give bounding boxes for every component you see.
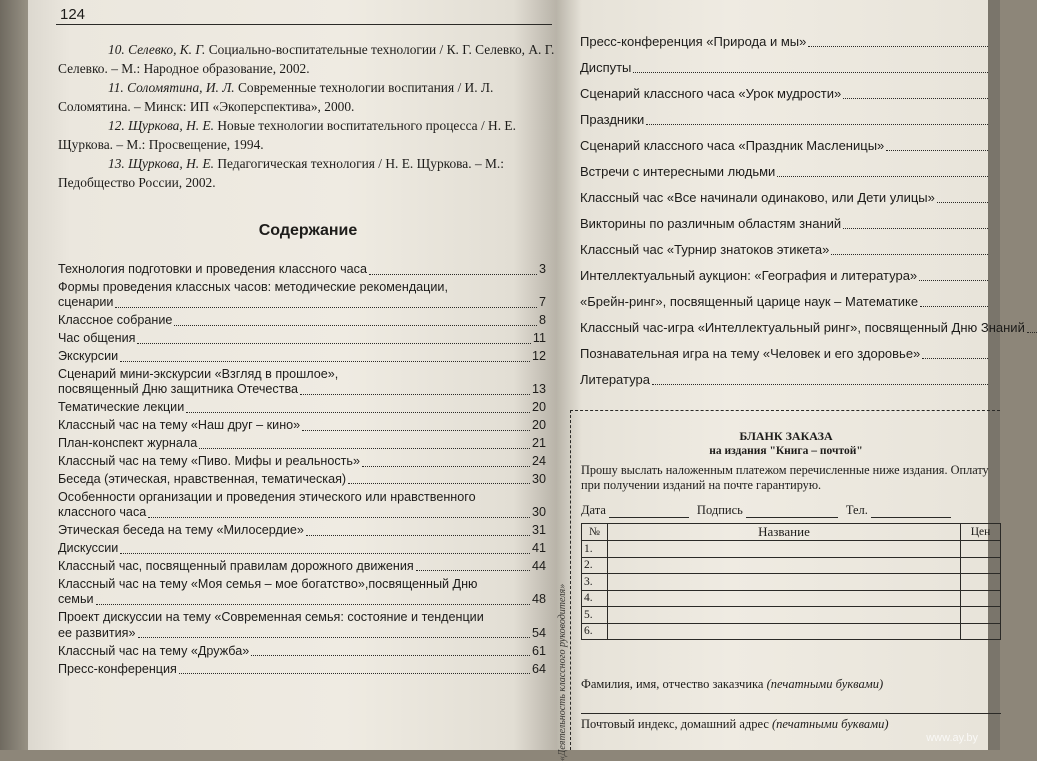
toc-entry[interactable] xyxy=(58,662,546,678)
col-name: Название xyxy=(608,524,961,541)
toc-entry-line: Классный час на тему «Моя семья – мое богатство»,посвященный Дню xyxy=(58,576,478,591)
row-number: 5. xyxy=(582,607,608,624)
toc-page-number: 3 xyxy=(538,262,546,276)
row-price-cell[interactable] xyxy=(961,541,1001,558)
toc-entry[interactable] xyxy=(58,436,546,452)
toc-entry[interactable] xyxy=(58,331,546,347)
toc-page-number: 7 xyxy=(538,295,546,310)
leader-dots xyxy=(348,483,530,484)
toc-page-number: 8 xyxy=(538,313,546,328)
customer-name-field[interactable]: Фамилия, имя, отчество заказчика (печатными буквами) xyxy=(581,677,1001,714)
toc-entry[interactable] xyxy=(58,349,546,365)
order-table xyxy=(581,523,1001,640)
toc-entry-title: Сценарий классного часа «Урок мудрости» xyxy=(580,86,842,101)
order-row[interactable] xyxy=(582,623,1001,640)
toc-entry[interactable] xyxy=(58,367,546,398)
toc-page-number: 61 xyxy=(531,643,546,658)
toc-entry[interactable] xyxy=(580,112,990,128)
leader-dots xyxy=(300,394,530,395)
toc-entry[interactable] xyxy=(58,280,546,311)
toc-entry-title: семьи xyxy=(58,592,94,607)
right-page xyxy=(556,0,1025,761)
row-price-cell[interactable] xyxy=(961,557,1001,574)
toc-page-number: 30 xyxy=(531,505,546,520)
toc-entry-title: Пресс-конференция xyxy=(58,661,177,676)
toc-entry-title: Беседа (этическая, нравственная, тематическая) xyxy=(58,471,347,486)
toc-entry-title: Классный час «Турнир знатоков этикета» xyxy=(580,242,830,257)
form-fields-row xyxy=(581,503,1001,518)
toc-entry-line: Особенности организации и проведения этического или нравственного xyxy=(58,489,476,504)
row-title-cell[interactable] xyxy=(608,623,961,640)
toc-entry-line: Формы проведения классных часов: методические рекомендации, xyxy=(58,279,448,294)
toc-entry[interactable] xyxy=(580,164,990,180)
col-num: № xyxy=(582,524,608,541)
header-rule xyxy=(56,24,552,25)
toc-page-number: 21 xyxy=(531,436,546,451)
leader-dots xyxy=(251,655,530,656)
toc-entry-title: ее развития» xyxy=(58,625,136,640)
toc-page-number: 20 xyxy=(531,400,546,415)
toc-entry[interactable] xyxy=(58,472,546,488)
order-row[interactable] xyxy=(582,607,1001,624)
toc-entry-title: посвященный Дню защитника Отечества xyxy=(58,382,299,397)
leader-dots xyxy=(633,72,988,73)
leader-dots xyxy=(199,448,530,449)
leader-dots xyxy=(120,361,530,362)
toc-entry[interactable] xyxy=(58,559,546,575)
row-number: 6. xyxy=(582,623,608,640)
leader-dots xyxy=(186,412,530,413)
reference-item: 13. Щуркова, Н. Е. Педагогическая технология / Н. Е. Щуркова. – М.: Педобщество России, 2002. xyxy=(58,156,504,190)
toc-entry[interactable] xyxy=(58,523,546,539)
toc-entry[interactable] xyxy=(580,60,990,76)
customer-address-field[interactable]: Почтовый индекс, домашний адрес (печатными буквами) xyxy=(581,717,889,731)
toc-entry-title: Викторины по различным областям знаний xyxy=(580,216,842,231)
toc-page-number: 48 xyxy=(531,592,546,607)
left-page xyxy=(28,0,556,750)
toc-entry[interactable] xyxy=(58,577,546,608)
toc-entry[interactable] xyxy=(580,138,990,154)
toc-entry-title: Классный час «Все начинали одинаково, или Дети улицы» xyxy=(580,190,935,205)
form-subtitle: на издания "Книга – почтой" xyxy=(709,445,863,457)
reference-item: 10. Селевко, К. Г. Социально-воспитательные технологии / К. Г. Селевко, А. Г. Селевко. – М.: Народное образование, 2002. xyxy=(58,42,555,76)
toc-page-number: 24 xyxy=(531,454,546,469)
table-of-contents xyxy=(58,262,546,679)
row-title-cell[interactable] xyxy=(608,590,961,607)
toc-entry-title: Праздники xyxy=(580,112,645,127)
toc-entry[interactable] xyxy=(58,454,546,470)
row-title-cell[interactable] xyxy=(608,607,961,624)
order-row[interactable] xyxy=(582,574,1001,591)
row-price-cell[interactable] xyxy=(961,574,1001,591)
toc-entry[interactable] xyxy=(580,190,990,206)
leader-dots xyxy=(920,306,988,307)
leader-dots xyxy=(362,466,530,467)
toc-entry-title: сценарии xyxy=(58,295,114,310)
toc-entry-title: Тематические лекции xyxy=(58,400,185,415)
toc-entry-line: Проект дискуссии на тему «Современная семья: состояние и тенденции xyxy=(58,610,484,625)
toc-entry-title: Интеллектуальный аукцион: «География и литература» xyxy=(580,268,918,283)
toc-page-number: 13 xyxy=(531,382,546,397)
table-of-contents-continued xyxy=(580,34,1025,398)
reference-item: 12. Щуркова, Н. Е. Новые технологии воспитательного процесса / Н. Е. Щуркова. – М.: Просвещение, 1994. xyxy=(58,118,516,152)
leader-dots xyxy=(174,325,537,326)
col-price: Цен xyxy=(961,524,1001,541)
side-caption: «Деятельность классного руководителя» xyxy=(557,583,568,761)
toc-entry-title: Классный час на тему «Дружба» xyxy=(58,643,250,658)
table-header-row xyxy=(582,524,1001,541)
toc-page-number: 31 xyxy=(531,523,546,538)
toc-entry-title: Диспуты xyxy=(580,60,632,75)
toc-entry[interactable] xyxy=(580,34,990,50)
toc-entry-title: Сценарий классного часа «Праздник Масленицы» xyxy=(580,138,885,153)
leader-dots xyxy=(777,176,988,177)
leader-dots xyxy=(416,570,530,571)
toc-entry[interactable] xyxy=(580,216,990,232)
toc-entry[interactable] xyxy=(58,610,546,641)
toc-title: Содержание xyxy=(258,222,358,239)
leader-dots xyxy=(886,150,988,151)
row-price-cell[interactable] xyxy=(961,590,1001,607)
leader-dots xyxy=(646,124,988,125)
toc-entry[interactable] xyxy=(58,262,546,278)
order-row[interactable] xyxy=(582,541,1001,558)
toc-entry[interactable] xyxy=(580,268,990,284)
leader-dots xyxy=(306,535,530,536)
toc-entry[interactable] xyxy=(58,541,546,557)
signature-field[interactable]: Подпись xyxy=(697,503,838,518)
form-instructions: Прошу выслать наложенным платежом перечисленные ниже издания. Оплату при получении изданий на почте гарантирую. xyxy=(581,463,989,492)
toc-entry-title: Встречи с интересными людьми xyxy=(580,164,776,179)
row-title-cell[interactable] xyxy=(608,574,961,591)
leader-dots xyxy=(1027,332,1037,333)
toc-entry[interactable] xyxy=(580,346,990,362)
leader-dots xyxy=(302,430,530,431)
leader-dots xyxy=(937,202,988,203)
leader-dots xyxy=(919,280,988,281)
phone-field[interactable]: Тел. xyxy=(846,503,951,518)
row-number: 1. xyxy=(582,541,608,558)
toc-entry-line: Классный час, посвященный правилам дорожного движения xyxy=(58,558,414,573)
leader-dots xyxy=(96,604,530,605)
toc-entry[interactable] xyxy=(58,400,546,416)
leader-dots xyxy=(843,228,988,229)
toc-entry-title: Литература xyxy=(580,372,650,387)
toc-entry[interactable] xyxy=(580,372,990,388)
leader-dots xyxy=(120,553,530,554)
order-row[interactable] xyxy=(582,557,1001,574)
leader-dots xyxy=(115,307,537,308)
toc-entry[interactable] xyxy=(58,418,546,434)
toc-entry[interactable] xyxy=(58,644,546,660)
toc-page-number: 11 xyxy=(532,331,546,346)
toc-page-number: 44 xyxy=(531,558,546,573)
toc-entry[interactable] xyxy=(580,86,990,102)
row-number: 4. xyxy=(582,590,608,607)
leader-dots xyxy=(179,673,530,674)
row-price-cell[interactable] xyxy=(961,623,1001,640)
leader-dots xyxy=(148,517,530,518)
toc-entry[interactable] xyxy=(58,313,546,329)
leader-dots xyxy=(808,46,988,47)
toc-entry-title: Час общения xyxy=(58,331,136,346)
row-number: 3. xyxy=(582,574,608,591)
leader-dots xyxy=(137,343,530,344)
leader-dots xyxy=(138,637,530,638)
leader-dots xyxy=(652,384,988,385)
toc-entry-line: Сценарий мини-экскурсии «Взгляд в прошлое», xyxy=(58,366,339,381)
toc-entry-title: Пресс-конференция «Природа и мы» xyxy=(580,34,807,49)
toc-entry-title: Технология подготовки и проведения классного часа xyxy=(58,262,367,276)
toc-entry-title: Классный час на тему «Наш друг – кино» xyxy=(58,418,301,433)
toc-page-number: 20 xyxy=(531,418,546,433)
toc-entry[interactable] xyxy=(58,490,546,521)
toc-entry-title: План-конспект журнала xyxy=(58,436,198,451)
toc-entry-title: Классный час-игра «Интеллектуальный ринг», посвященный Дню Знаний xyxy=(580,320,1025,335)
references-list xyxy=(58,40,558,192)
toc-entry-title: Познавательная игра на тему «Человек и его здоровье» xyxy=(580,346,921,361)
toc-entry-title: Этическая беседа на тему «Милосердие» xyxy=(58,523,304,538)
order-form xyxy=(557,410,1000,761)
form-title: БЛАНК ЗАКАЗА xyxy=(739,429,833,443)
toc-entry-title: Классный час на тему «Пиво. Мифы и реальность» xyxy=(58,454,360,469)
toc-entry[interactable] xyxy=(580,320,1025,336)
toc-page-number: 41 xyxy=(531,541,546,556)
toc-page-number: 64 xyxy=(531,661,546,676)
toc-page-number: 30 xyxy=(531,471,546,486)
toc-page-number: 12 xyxy=(531,349,546,364)
toc-entry-title: Дискуссии xyxy=(58,541,119,556)
order-row[interactable] xyxy=(582,590,1001,607)
toc-entry-title: классного часа xyxy=(58,505,147,520)
toc-entry[interactable] xyxy=(580,294,990,310)
row-number: 2. xyxy=(582,557,608,574)
leader-dots xyxy=(369,274,537,275)
row-title-cell[interactable] xyxy=(608,541,961,558)
toc-entry[interactable] xyxy=(580,242,990,258)
toc-entry-title: Экскурсии xyxy=(58,349,119,364)
page-number: 124 xyxy=(60,6,86,23)
date-field[interactable]: Дата xyxy=(581,503,689,518)
leader-dots xyxy=(922,358,988,359)
toc-entry-title: Классное собрание xyxy=(58,313,173,328)
background-left xyxy=(0,0,30,750)
row-title-cell[interactable] xyxy=(608,557,961,574)
reference-item: 11. Соломятина, И. Л. Современные технологии воспитания / И. Л. Соломятина. – Минск: ИП «Экоперспектива», 2000. xyxy=(58,80,494,114)
leader-dots xyxy=(831,254,988,255)
toc-entry-title: «Брейн-ринг», посвященный царице наук – Математике xyxy=(580,294,919,309)
row-price-cell[interactable] xyxy=(961,607,1001,624)
leader-dots xyxy=(843,98,988,99)
toc-page-number: 54 xyxy=(531,625,546,640)
watermark: www.ay.by xyxy=(926,732,978,744)
